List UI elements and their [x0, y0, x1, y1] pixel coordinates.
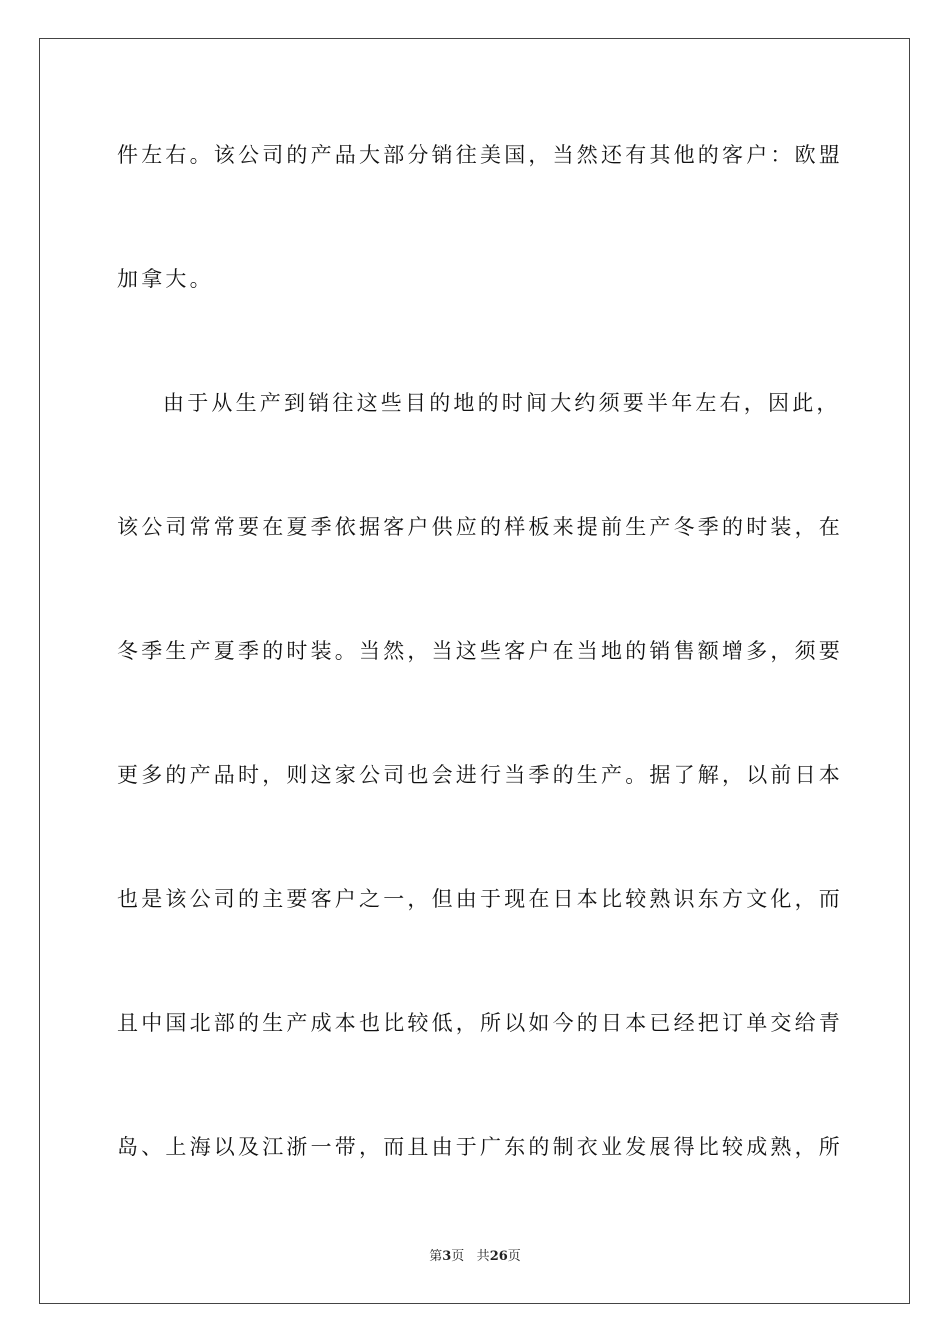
- page-prefix: 第: [429, 1249, 443, 1264]
- text-line-2: 加拿大。: [117, 267, 214, 291]
- total-prefix: 共: [476, 1249, 490, 1264]
- text-line-5: 冬季生产夏季的时装。当然，当这些客户在当地的销售额增多，须要: [117, 639, 843, 663]
- text-line-4: 该公司常常要在夏季依据客户供应的样板来提前生产冬季的时装，在: [117, 515, 843, 539]
- total-pages: 26: [489, 1249, 508, 1264]
- text-line-6: 更多的产品时，则这家公司也会进行当季的生产。据了解，以前日本: [117, 763, 843, 787]
- text-line-9: 岛、上海以及江浙一带，而且由于广东的制衣业发展得比较成熟，所: [117, 1135, 843, 1159]
- page-frame: [39, 38, 910, 1304]
- text-line-1: 件左右。该公司的产品大部分销往美国，当然还有其他的客户：欧盟: [117, 143, 843, 167]
- text-line-8: 且中国北部的生产成本也比较低，所以如今的日本已经把订单交给青: [117, 1011, 843, 1035]
- text-line-3-paragraph-start: 由于从生产到销往这些目的地的时间大约须要半年左右，因此，: [163, 391, 841, 415]
- total-suffix: 页: [507, 1249, 521, 1264]
- page-footer: [0, 1245, 950, 1264]
- page-suffix: 页: [451, 1249, 465, 1264]
- page-number: 3: [442, 1249, 452, 1264]
- text-line-7: 也是该公司的主要客户之一，但由于现在日本比较熟识东方文化，而: [117, 887, 843, 911]
